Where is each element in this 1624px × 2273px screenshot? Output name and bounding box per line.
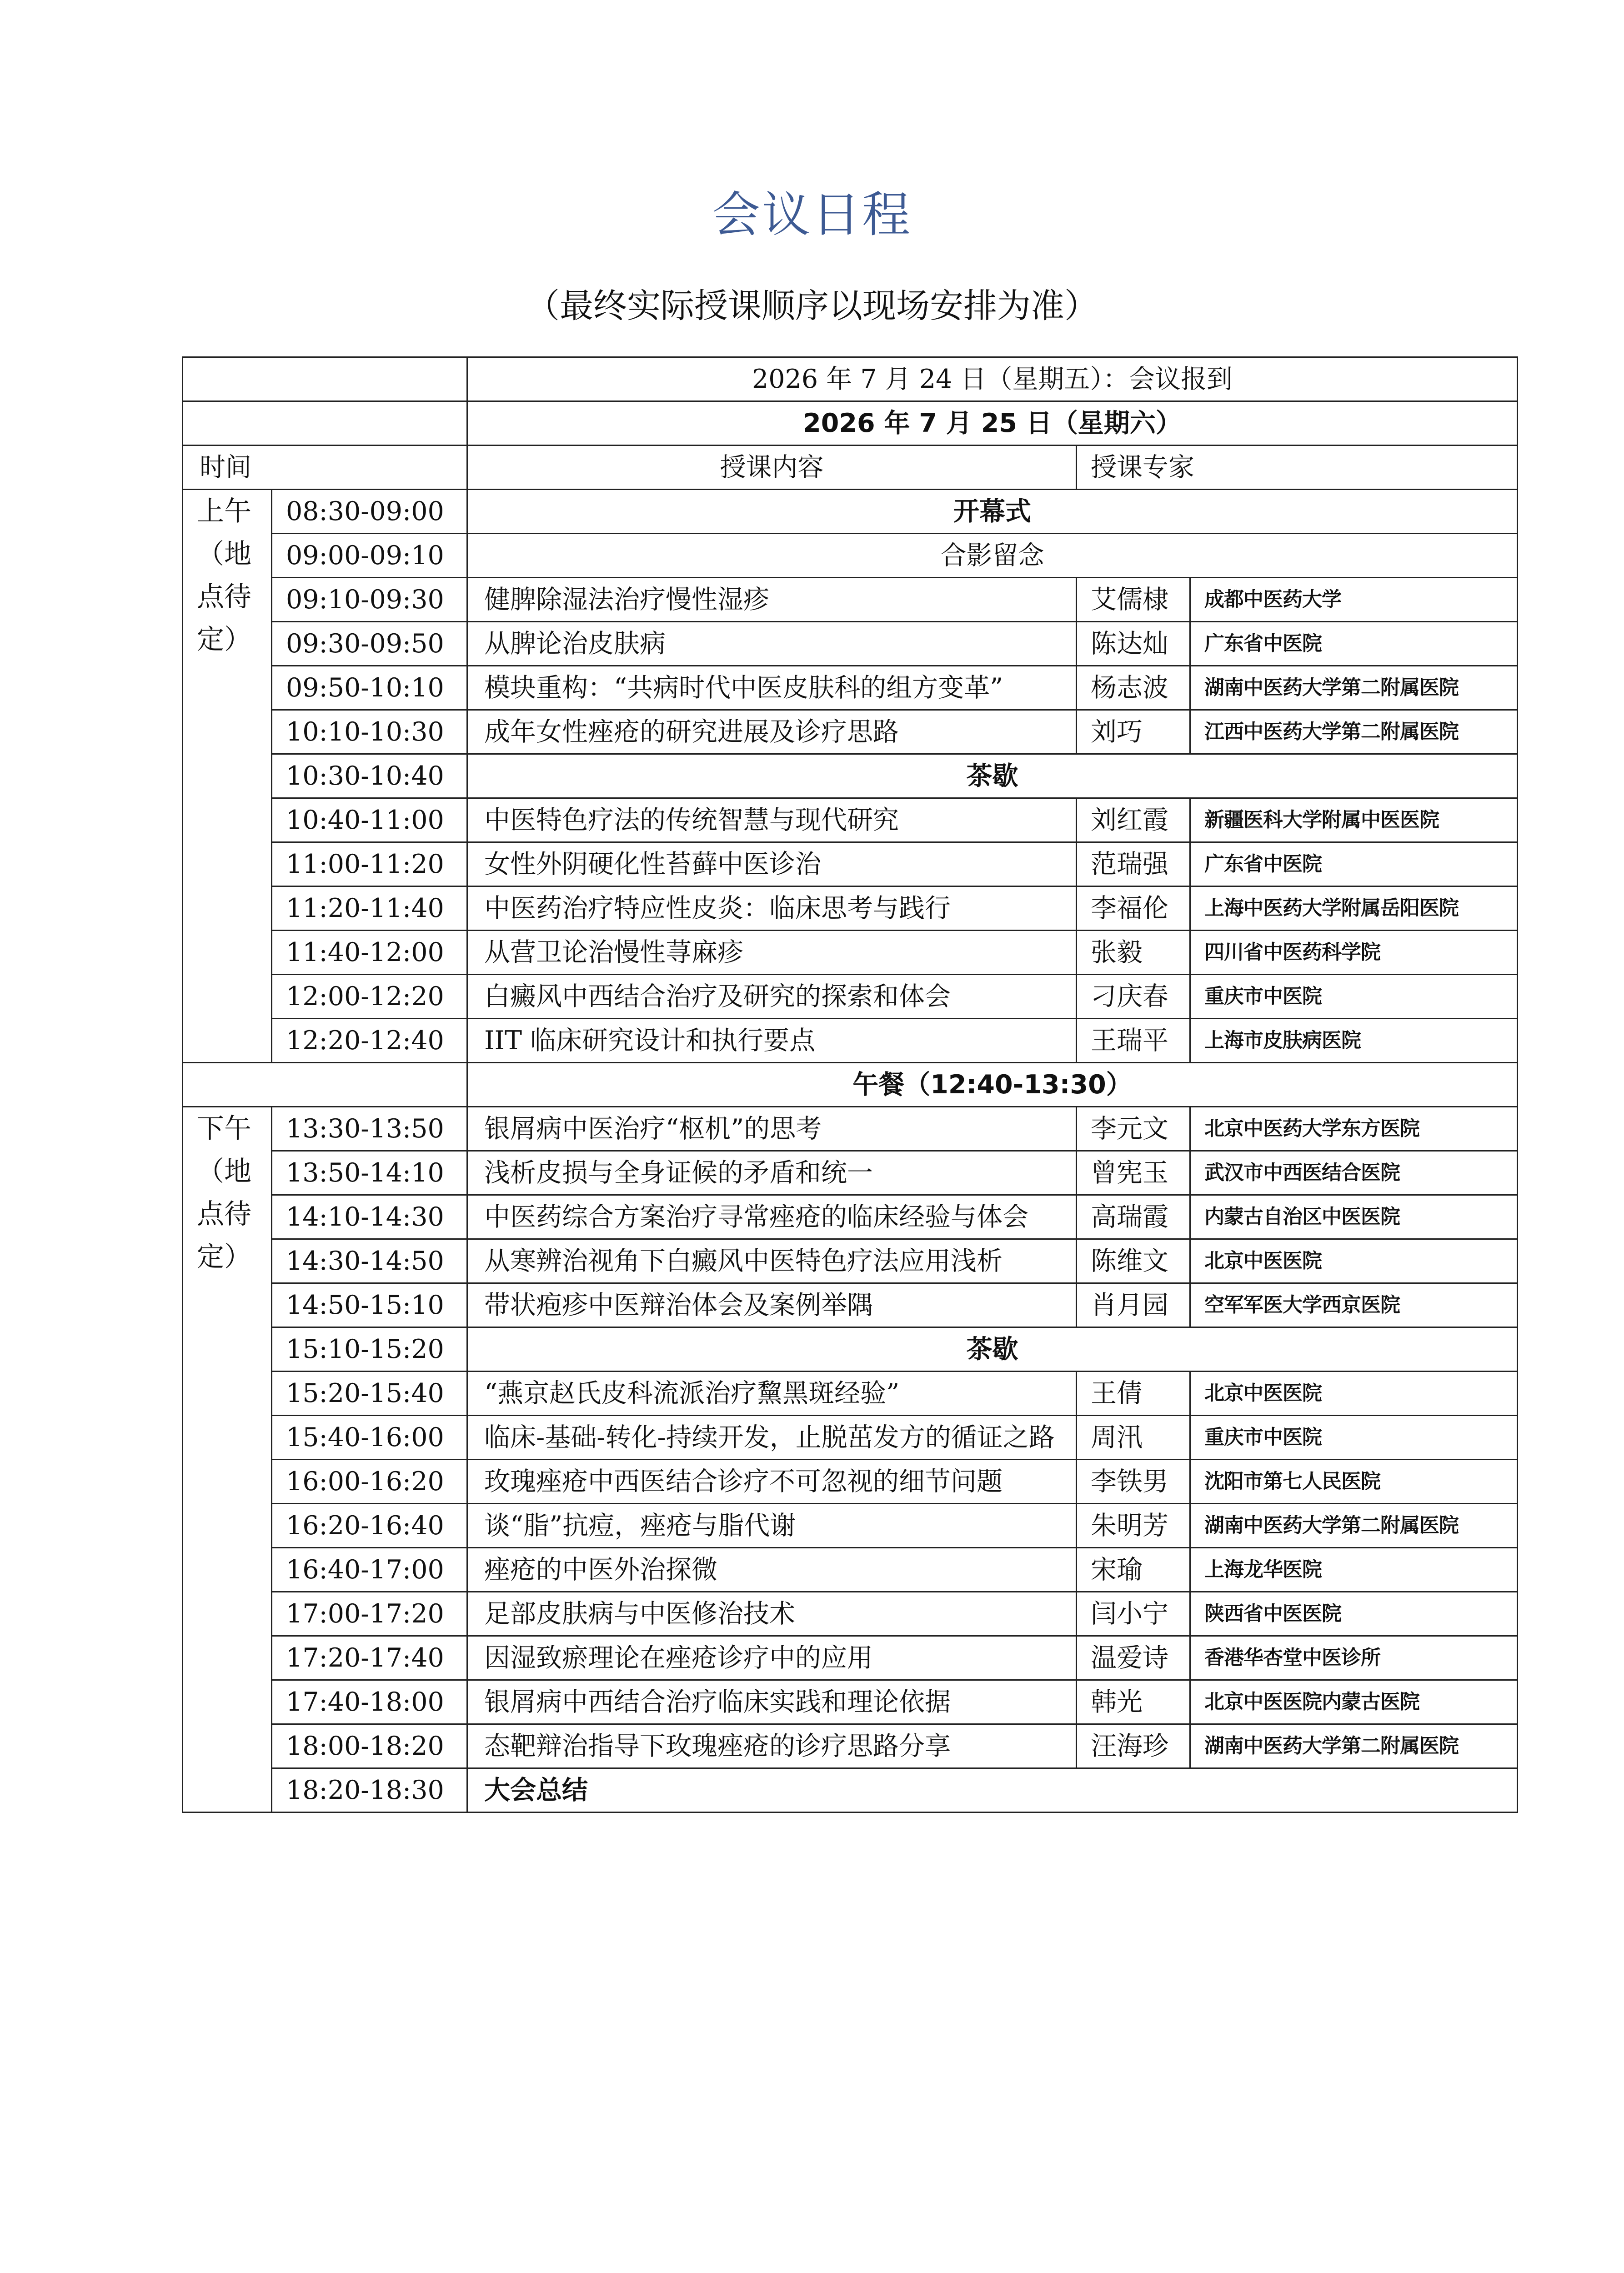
session-topic: “燕京赵氏皮科流派治疗黧黑斑经验”	[467, 1372, 1077, 1416]
page-subtitle: （最终实际授课顺序以现场安排为准）	[526, 286, 1098, 325]
session-expert: 张毅	[1077, 931, 1190, 975]
session-topic: 女性外阴硬化性苔藓中医诊治	[467, 842, 1077, 886]
closing-row	[183, 1768, 1518, 1812]
session-hospital: 北京中医药大学东方医院	[1190, 1107, 1518, 1151]
session-time: 15:40-16:00	[272, 1416, 467, 1460]
table-row	[183, 1504, 1518, 1548]
session-hospital: 重庆市中医院	[1190, 975, 1518, 1019]
session-topic: 足部皮肤病与中医修治技术	[467, 1592, 1077, 1636]
session-topic: 从营卫论治慢性荨麻疹	[467, 931, 1077, 975]
table-row	[183, 975, 1518, 1019]
session-topic: 中医药治疗特应性皮炎：临床思考与践行	[467, 886, 1077, 931]
session-topic: 中医药综合方案治疗寻常痤疮的临床经验与体会	[467, 1195, 1077, 1239]
session-topic: 银屑病中医治疗“枢机”的思考	[467, 1107, 1077, 1151]
day1-row	[183, 357, 1518, 401]
session-expert: 王倩	[1077, 1372, 1190, 1416]
day2-date: 2026 年 7 月 25 日（星期六）	[467, 401, 1518, 446]
session-expert: 范瑞强	[1077, 842, 1190, 886]
table-row	[183, 666, 1518, 710]
session-hospital: 北京中医医院	[1190, 1372, 1518, 1416]
session-hospital: 北京中医医院	[1190, 1239, 1518, 1283]
session-expert: 闫小宁	[1077, 1592, 1190, 1636]
session-hospital: 成都中医药大学	[1190, 578, 1518, 622]
session-hospital: 陕西省中医医院	[1190, 1592, 1518, 1636]
session-time: 16:00-16:20	[272, 1460, 467, 1504]
session-time: 14:30-14:50	[272, 1239, 467, 1283]
session-hospital: 重庆市中医院	[1190, 1416, 1518, 1460]
table-row	[183, 578, 1518, 622]
session-expert: 王瑞平	[1077, 1019, 1190, 1063]
session-hospital: 上海中医药大学附属岳阳医院	[1190, 886, 1518, 931]
table-row	[183, 710, 1518, 754]
session-hospital: 上海龙华医院	[1190, 1548, 1518, 1592]
session-hospital: 湖南中医药大学第二附属医院	[1190, 1724, 1518, 1768]
session-time: 15:20-15:40	[272, 1372, 467, 1416]
opening-row	[183, 490, 1518, 534]
session-time: 11:40-12:00	[272, 931, 467, 975]
session-time: 18:20-18:30	[272, 1768, 467, 1812]
session-topic: 从寒辨治视角下白癜风中医特色疗法应用浅析	[467, 1239, 1077, 1283]
session-topic: 白癜风中西结合治疗及研究的探索和体会	[467, 975, 1077, 1019]
table-row	[183, 1548, 1518, 1592]
session-time: 11:00-11:20	[272, 842, 467, 886]
day1-registration: 2026 年 7 月 24 日（星期五）：会议报到	[467, 357, 1518, 401]
session-hospital: 上海市皮肤病医院	[1190, 1019, 1518, 1063]
tea-break-row	[183, 1327, 1518, 1372]
session-expert: 陈达灿	[1077, 622, 1190, 666]
session-hospital: 沈阳市第七人民医院	[1190, 1460, 1518, 1504]
table-row	[183, 1019, 1518, 1063]
session-hospital: 广东省中医院	[1190, 842, 1518, 886]
opening-row-label: 开幕式	[467, 490, 1518, 534]
session-hospital: 湖南中医药大学第二附属医院	[1190, 666, 1518, 710]
session-hospital: 北京中医医院内蒙古医院	[1190, 1680, 1518, 1724]
session-hospital: 空军军医大学西京医院	[1190, 1283, 1518, 1327]
session-time: 09:30-09:50	[272, 622, 467, 666]
session-time: 15:10-15:20	[272, 1327, 467, 1372]
session-topic: 态靶辩治指导下玫瑰痤疮的诊疗思路分享	[467, 1724, 1077, 1768]
session-time: 14:10-14:30	[272, 1195, 467, 1239]
session-topic: 浅析皮损与全身证候的矛盾和统一	[467, 1151, 1077, 1195]
session-expert: 刘巧	[1077, 710, 1190, 754]
session-time: 10:10-10:30	[272, 710, 467, 754]
session-expert: 高瑞霞	[1077, 1195, 1190, 1239]
session-hospital: 内蒙古自治区中医医院	[1190, 1195, 1518, 1239]
photo-row-label: 合影留念	[467, 534, 1518, 578]
table-row	[183, 1195, 1518, 1239]
session-expert: 李福伦	[1077, 886, 1190, 931]
session-time: 09:50-10:10	[272, 666, 467, 710]
session-expert: 刁庆春	[1077, 975, 1190, 1019]
session-topic: 从脾论治皮肤病	[467, 622, 1077, 666]
session-expert: 温爱诗	[1077, 1636, 1190, 1680]
session-time: 12:00-12:20	[272, 975, 467, 1019]
session-time: 10:30-10:40	[272, 754, 467, 798]
period-label: 下午（地点待定）	[183, 1107, 272, 1812]
session-topic: 带状疱疹中医辩治体会及案例举隅	[467, 1283, 1077, 1327]
session-topic: 银屑病中西结合治疗临床实践和理论依据	[467, 1680, 1077, 1724]
session-time: 14:50-15:10	[272, 1283, 467, 1327]
session-hospital: 武汉市中西医结合医院	[1190, 1151, 1518, 1195]
session-expert: 周汛	[1077, 1416, 1190, 1460]
session-topic: 成年女性痤疮的研究进展及诊疗思路	[467, 710, 1077, 754]
session-topic: 玫瑰痤疮中西医结合诊疗不可忽视的细节问题	[467, 1460, 1077, 1504]
session-time: 13:50-14:10	[272, 1151, 467, 1195]
table-row	[183, 886, 1518, 931]
session-expert: 李铁男	[1077, 1460, 1190, 1504]
session-time: 17:00-17:20	[272, 1592, 467, 1636]
session-topic: 健脾除湿法治疗慢性湿疹	[467, 578, 1077, 622]
session-time: 09:10-09:30	[272, 578, 467, 622]
session-hospital: 湖南中医药大学第二附属医院	[1190, 1504, 1518, 1548]
session-topic: 痤疮的中医外治探微	[467, 1548, 1077, 1592]
table-row	[183, 1107, 1518, 1151]
table-row	[183, 798, 1518, 842]
session-expert: 肖月园	[1077, 1283, 1190, 1327]
table-row	[183, 1460, 1518, 1504]
session-expert: 刘红霞	[1077, 798, 1190, 842]
session-time: 16:20-16:40	[272, 1504, 467, 1548]
header-expert: 授课专家	[1077, 446, 1518, 490]
table-row	[183, 1592, 1518, 1636]
session-time: 08:30-09:00	[272, 490, 467, 534]
session-topic: 模块重构：“共病时代中医皮肤科的组方变革”	[467, 666, 1077, 710]
header-time: 时间	[183, 446, 467, 490]
session-time: 17:40-18:00	[272, 1680, 467, 1724]
session-topic: IIT 临床研究设计和执行要点	[467, 1019, 1077, 1063]
blank-cell	[183, 401, 467, 446]
session-expert: 曾宪玉	[1077, 1151, 1190, 1195]
session-time: 18:00-18:20	[272, 1724, 467, 1768]
session-expert: 汪海珍	[1077, 1724, 1190, 1768]
table-row	[183, 1283, 1518, 1327]
session-hospital: 江西中医药大学第二附属医院	[1190, 710, 1518, 754]
blank-cell	[183, 1063, 467, 1107]
session-time: 16:40-17:00	[272, 1548, 467, 1592]
tea-break-row	[183, 754, 1518, 798]
table-row	[183, 931, 1518, 975]
day2-row	[183, 401, 1518, 446]
page-title: 会议日程	[712, 187, 912, 243]
schedule-table	[182, 356, 1518, 1813]
table-row	[183, 1239, 1518, 1283]
session-time: 17:20-17:40	[272, 1636, 467, 1680]
table-row	[183, 1151, 1518, 1195]
session-expert: 杨志波	[1077, 666, 1190, 710]
session-expert: 陈维文	[1077, 1239, 1190, 1283]
tea-break-row-label: 茶歇	[467, 754, 1518, 798]
photo-row	[183, 534, 1518, 578]
session-hospital: 广东省中医院	[1190, 622, 1518, 666]
table-row	[183, 1636, 1518, 1680]
table-row	[183, 1372, 1518, 1416]
session-time: 11:20-11:40	[272, 886, 467, 931]
header-row	[183, 446, 1518, 490]
table-row	[183, 1724, 1518, 1768]
table-row	[183, 1416, 1518, 1460]
session-expert: 宋瑜	[1077, 1548, 1190, 1592]
session-time: 13:30-13:50	[272, 1107, 467, 1151]
table-row	[183, 622, 1518, 666]
lunch-row	[183, 1063, 1518, 1107]
table-row	[183, 842, 1518, 886]
session-expert: 朱明芳	[1077, 1504, 1190, 1548]
header-content: 授课内容	[467, 446, 1077, 490]
session-hospital: 四川省中医药科学院	[1190, 931, 1518, 975]
blank-cell	[183, 357, 467, 401]
tea-break-row-label: 茶歇	[467, 1327, 1518, 1372]
session-expert: 李元文	[1077, 1107, 1190, 1151]
session-topic: 临床-基础-转化-持续开发，止脱茁发方的循证之路	[467, 1416, 1077, 1460]
session-expert: 韩光	[1077, 1680, 1190, 1724]
session-expert: 艾儒棣	[1077, 578, 1190, 622]
session-topic: 谈“脂”抗痘，痤疮与脂代谢	[467, 1504, 1077, 1548]
session-time: 09:00-09:10	[272, 534, 467, 578]
session-topic: 因湿致瘀理论在痤疮诊疗中的应用	[467, 1636, 1077, 1680]
table-row	[183, 1680, 1518, 1724]
lunch-label: 午餐（12:40-13:30）	[467, 1063, 1518, 1107]
session-time: 10:40-11:00	[272, 798, 467, 842]
session-hospital: 香港华杏堂中医诊所	[1190, 1636, 1518, 1680]
session-hospital: 新疆医科大学附属中医医院	[1190, 798, 1518, 842]
session-time: 12:20-12:40	[272, 1019, 467, 1063]
closing-row-label: 大会总结	[467, 1768, 1518, 1812]
period-label: 上午（地点待定）	[183, 490, 272, 1063]
session-topic: 中医特色疗法的传统智慧与现代研究	[467, 798, 1077, 842]
